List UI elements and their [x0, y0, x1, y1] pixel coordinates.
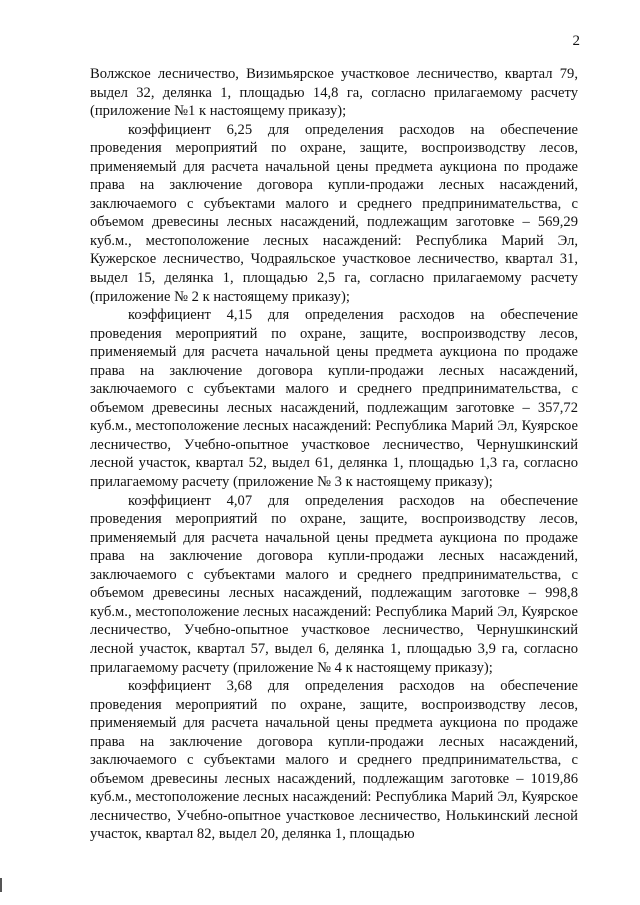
paragraph-coefficient-3-68: коэффициент 3,68 для определения расходов на обеспечение проведения мероприятий по охране, защите, воспроизводству лесов, применяемый для расчета начальной цены предмета аукциона по продаже права на заключение договора купли-продажи лесных насаждений, заключаемого с субъектами малого и среднего предпринимательства, с объемом древесины лесных насаждений, подлежащим заготовке – 1019,86 куб.м., местоположение лесных насаждений: Республика Марий Эл, Куярское лесничество, Учебно-опытное участковое лесничество, Нолькинский лесной участок, квартал 82, выдел 20, делянка 1, площадью	[90, 678, 578, 843]
scan-edge-mark	[0, 878, 2, 892]
page-number: 2	[572, 33, 580, 49]
paragraph-coefficient-4-07: коэффициент 4,07 для определения расходов на обеспечение проведения мероприятий по охране, защите, воспроизводству лесов, применяемый для расчета начальной цены предмета аукциона по продаже права на заключение договора купли-продажи лесных насаждений, заключаемого с субъектами малого и среднего предпринимательства, с объемом древесины лесных насаждений, подлежащим заготовке – 998,8 куб.м., местоположение лесных насаждений: Республика Марий Эл, Куярское лесничество, Учебно-опытное участковое лесничество, Чернушкинский лесной участок, квартал 57, выдел 6, делянка 1, площадью 3,9 га, согласно прилагаемому расчету (приложение № 4 к настоящему приказу);	[90, 492, 578, 676]
paragraph-coefficient-4-15: коэффициент 4,15 для определения расходов на обеспечение проведения мероприятий по охране, защите, воспроизводству лесов, применяемый для расчета начальной цены предмета аукциона по продаже права на заключение договора купли-продажи лесных насаждений, заключаемого с субъектами малого и среднего предпринимательства, с объемом древесины лесных насаждений, подлежащим заготовке – 357,72 куб.м., местоположение лесных насаждений: Республика Марий Эл, Куярское лесничество, Учебно-опытное участковое лесничество, Чернушкинский лесной участок, квартал 52, выдел 61, делянка 1, площадью 1,3 га, согласно прилагаемому расчету (приложение № 3 к настоящему приказу);	[90, 307, 578, 491]
document-body	[90, 65, 578, 844]
paragraph-continuation: Волжское лесничество, Визимьярское участковое лесничество, квартал 79, выдел 32, делянка 1, площадью 14,8 га, согласно прилагаемому расчету (приложение №1 к настоящему приказу);	[90, 66, 578, 120]
paragraph-coefficient-6-25: коэффициент 6,25 для определения расходов на обеспечение проведения мероприятий по охране, защите, воспроизводству лесов, применяемый для расчета начальной цены предмета аукциона по продаже права на заключение договора купли-продажи лесных насаждений, заключаемого с субъектами малого и среднего предпринимательства, с объемом древесины лесных насаждений, подлежащим заготовке – 569,29 куб.м., местоположение лесных насаждений: Республика Марий Эл, Кужерское лесничество, Чодраяльское участковое лесничество, квартал 31, выдел 15, делянка 1, площадью 2,5 га, согласно прилагаемому расчету (приложение № 2 к настоящему приказу);	[90, 121, 578, 305]
